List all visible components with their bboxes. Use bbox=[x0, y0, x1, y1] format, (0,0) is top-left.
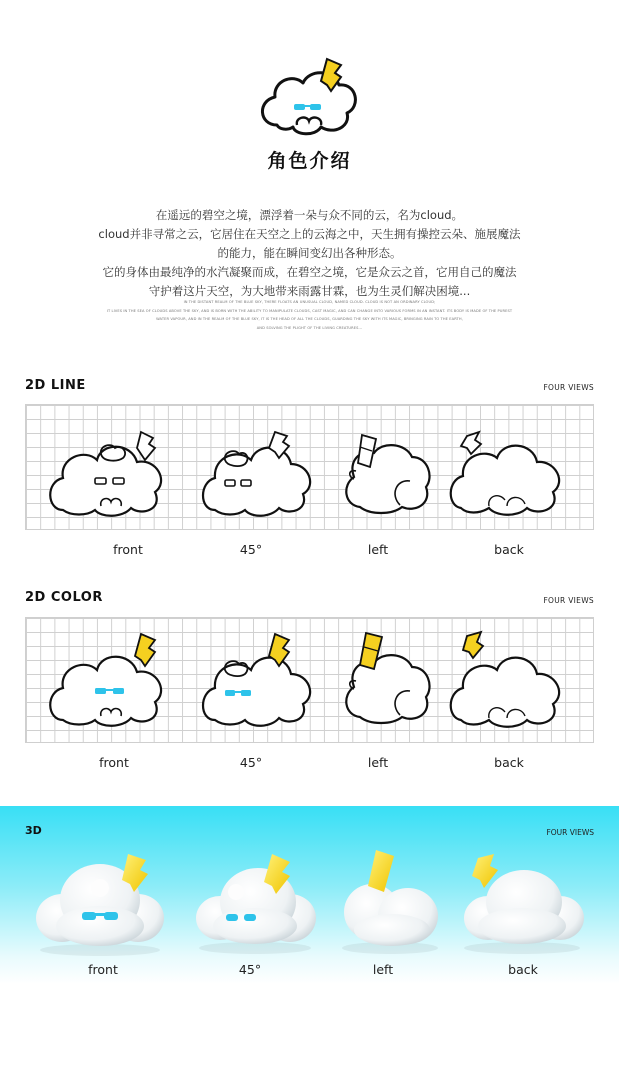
view-label-left: left bbox=[372, 962, 394, 977]
back-color-figure bbox=[445, 630, 575, 730]
view-label-45: 45° bbox=[239, 542, 263, 557]
view-label-front: front bbox=[113, 542, 143, 557]
section-subtitle-2d-line: FOUR VIEWS bbox=[543, 383, 594, 392]
intro-line-en: AND SOLVING THE PLIGHT OF THE LIVING CREATURES... bbox=[256, 325, 363, 330]
3d-left-figure bbox=[342, 850, 438, 954]
intro-line: cloud并非寻常之云，它居住在天空之上的云海之中，天生拥有操控云朵、施展魔法 bbox=[98, 227, 521, 241]
3d-figures bbox=[0, 840, 619, 960]
chinese-introduction bbox=[80, 206, 539, 301]
view-label-left: left bbox=[367, 755, 389, 770]
section-title-2d-color: 2D COLOR bbox=[25, 590, 103, 605]
section-subtitle-3d: FOUR VIEWS bbox=[546, 828, 594, 837]
view-label-left: left bbox=[367, 542, 389, 557]
intro-line-en: IT LIVES IN THE SEA OF CLOUDS ABOVE THE SKY, AND IS BORN WITH THE ABILITY TO MANIPULATE CLOUDS, CAST MAGIC, AND CAN CHANGE INTO VARIOUS FORMS IN AN INSTANT. ITS BODY IS MADE OF THE PUREST bbox=[106, 308, 513, 313]
view-label-back: back bbox=[494, 542, 524, 557]
3d-45-degree-figure bbox=[196, 854, 316, 954]
section-title-2d-line: 2D LINE bbox=[25, 378, 86, 393]
intro-line-en: IN THE DISTANT REALM OF THE BLUE SKY, THERE FLOATS AN UNUSUAL CLOUD, NAMED CLOUD. CLOUD IS NOT AN ORDINARY CLOUD; bbox=[183, 300, 436, 304]
45-degree-line-figure bbox=[195, 420, 325, 520]
45-degree-color-figure bbox=[195, 630, 325, 730]
view-label-back: back bbox=[508, 962, 538, 977]
front-line-figure bbox=[45, 420, 175, 520]
section-title-3d: 3D bbox=[25, 824, 42, 837]
intro-line: 它的身体由最纯净的水汽凝聚而成，在碧空之境，它是众云之首，它用自己的魔法 bbox=[102, 265, 517, 279]
3d-back-figure bbox=[464, 854, 584, 954]
view-label-front: front bbox=[99, 755, 129, 770]
section-subtitle-2d-color: FOUR VIEWS bbox=[543, 596, 594, 605]
left-line-figure bbox=[330, 415, 460, 515]
left-color-figure bbox=[330, 625, 460, 725]
cloud-character-logo-icon bbox=[255, 55, 365, 145]
intro-line: 在遥远的碧空之境，漂浮着一朵与众不同的云，名为cloud。 bbox=[155, 208, 464, 222]
page-title: 角色介绍 bbox=[267, 150, 352, 172]
intro-section bbox=[0, 0, 619, 340]
intro-line: 守护着这片天空，为大地带来雨露甘霖，也为生灵们解决困境... bbox=[148, 284, 471, 298]
view-label-front: front bbox=[88, 962, 118, 977]
back-line-figure bbox=[445, 418, 575, 518]
intro-line-en: WATER VAPOUR, AND IN THE REALM OF THE BLUE SKY, IT IS THE HEAD OF ALL THE CLOUDS, GUARDING THE SKY WITH ITS MAGIC, BRINGING RAIN TO THE EARTH, bbox=[156, 317, 463, 321]
view-label-45: 45° bbox=[239, 755, 263, 770]
english-introduction bbox=[70, 298, 549, 332]
view-label-45: 45° bbox=[238, 962, 262, 977]
view-label-back: back bbox=[494, 755, 524, 770]
intro-line: 的能力，能在瞬间变幻出各种形态。 bbox=[217, 246, 402, 260]
3d-front-figure bbox=[36, 854, 164, 956]
front-color-figure bbox=[45, 630, 175, 730]
